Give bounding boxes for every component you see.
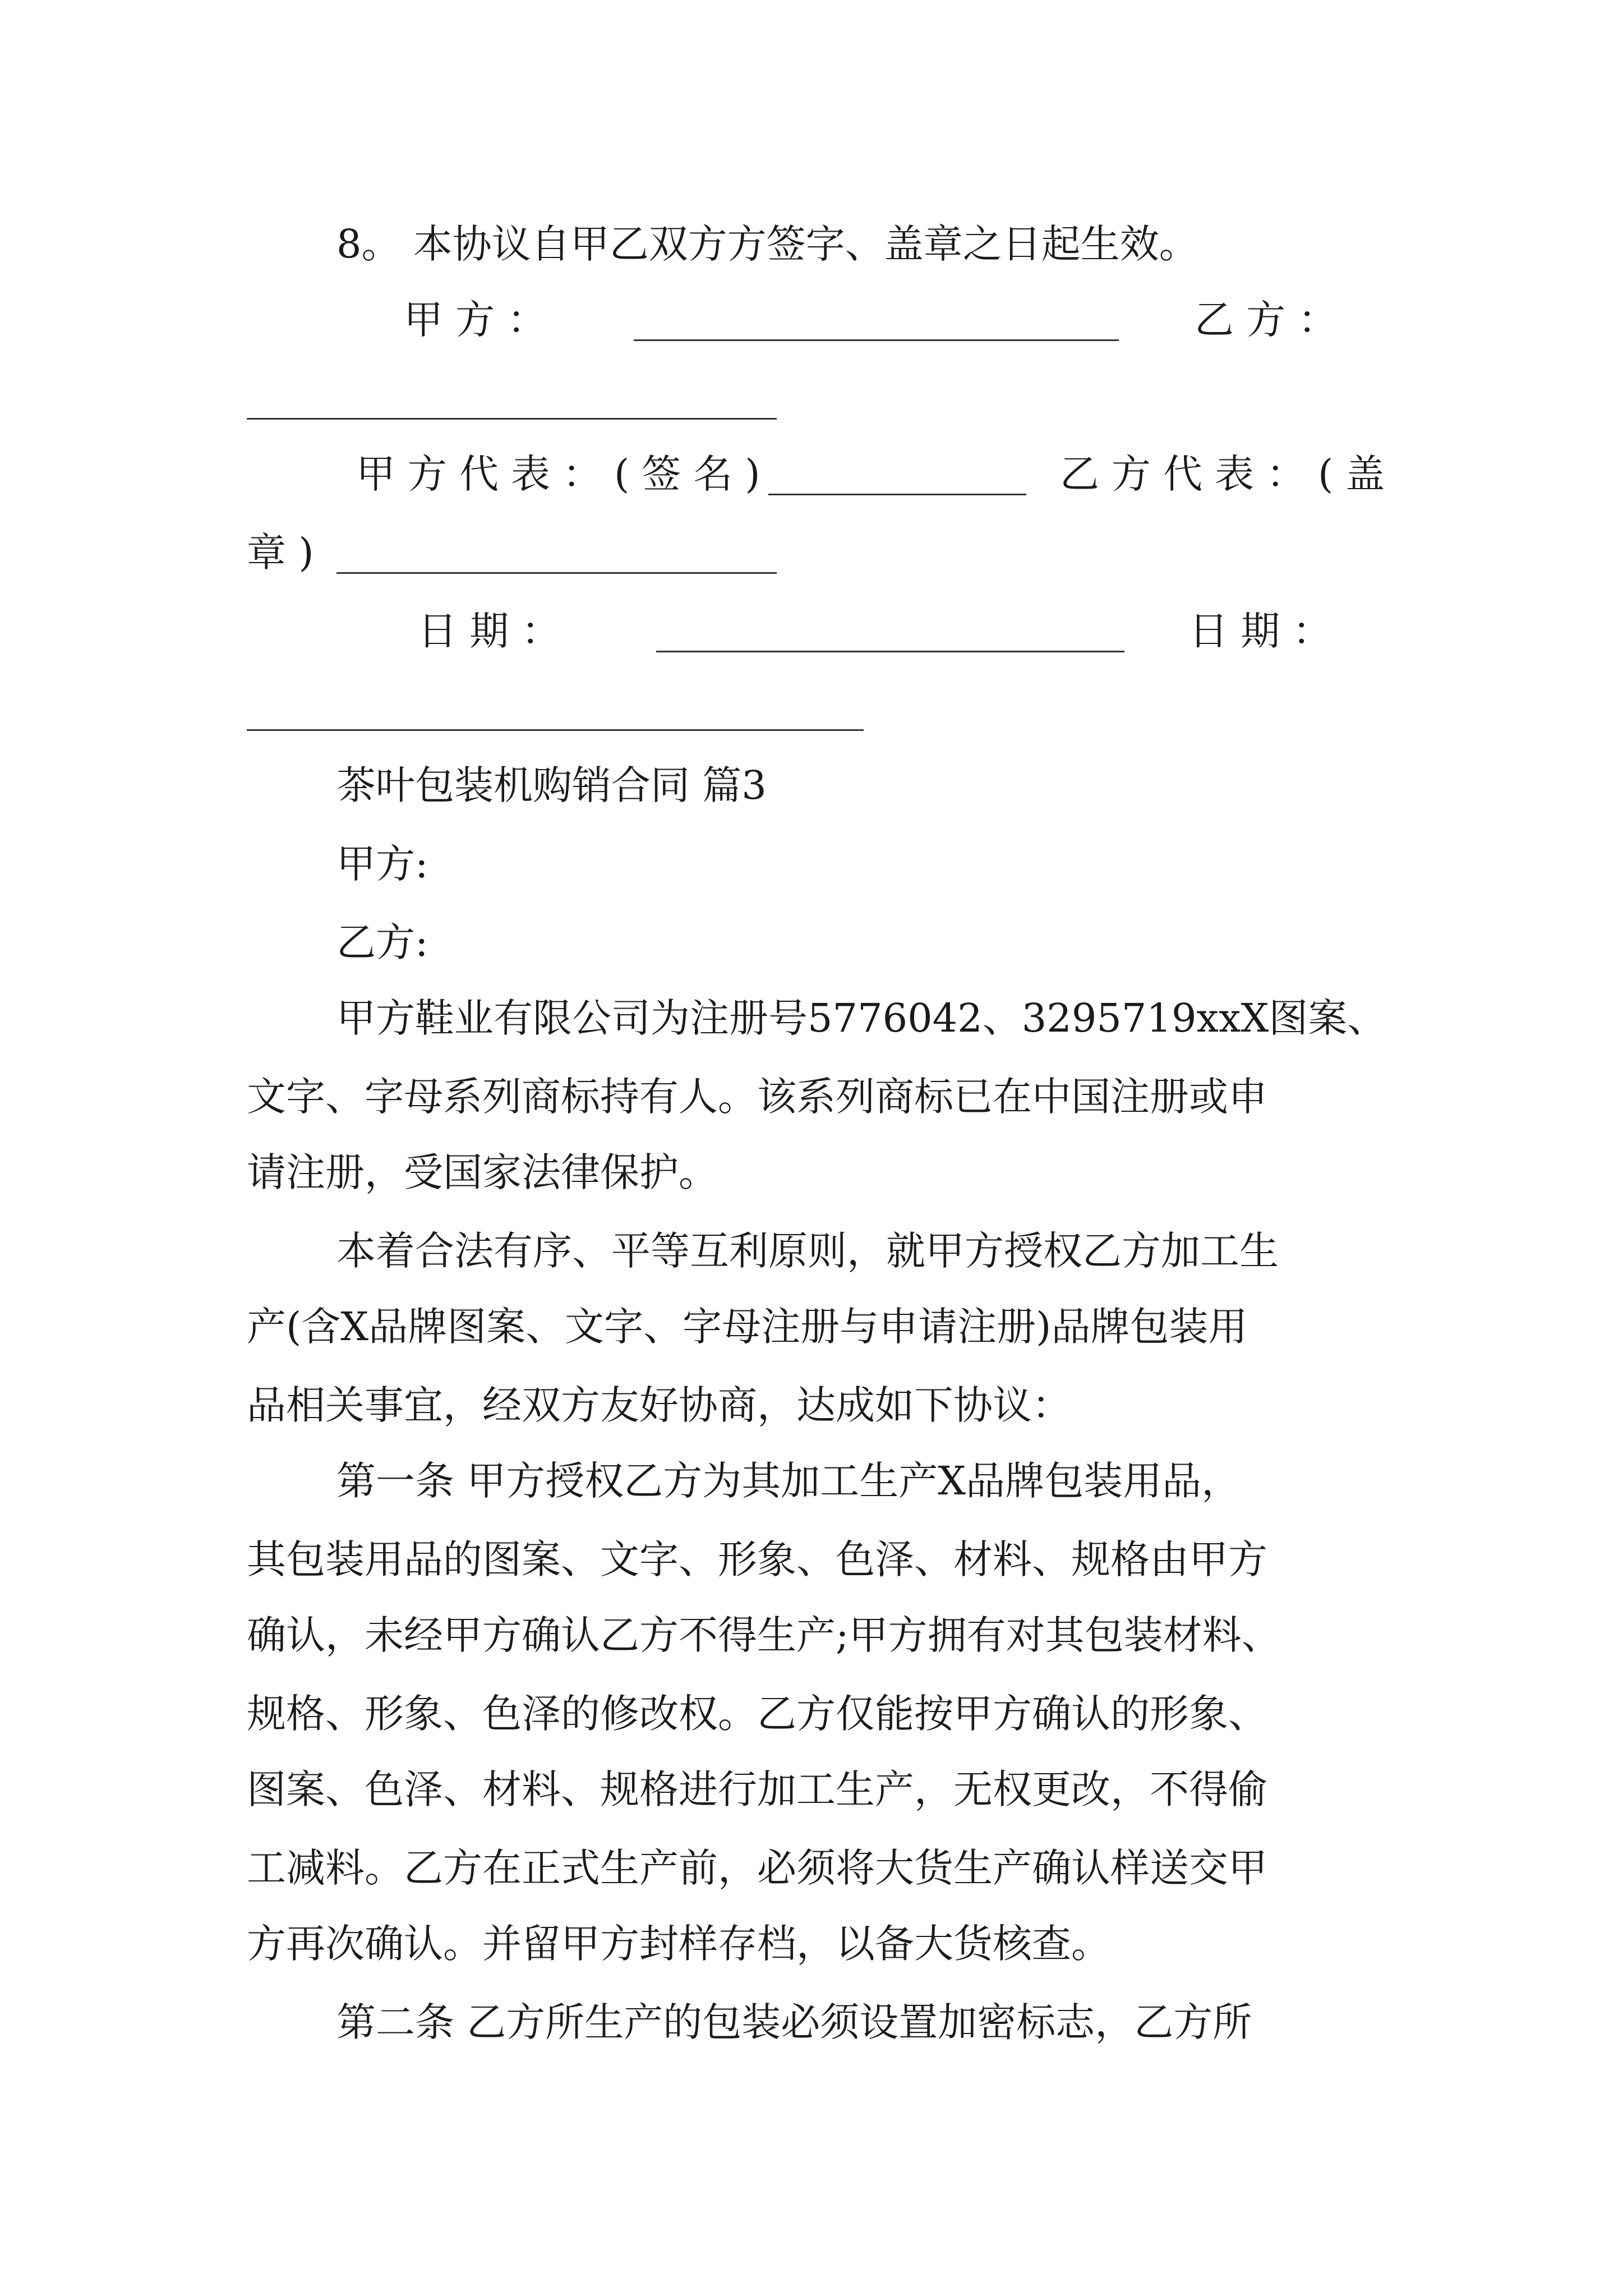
para1-line-2: 文字、字母系列商标持有人。该系列商标已在中国注册或申 bbox=[247, 1074, 1267, 1120]
article1-line-7: 方再次确认。并留甲方封样存档，以备大货核查。 bbox=[247, 1921, 1110, 1967]
party-a-label: 甲方: bbox=[336, 841, 428, 887]
party-a-rep-label: 甲方代表：(签名) bbox=[356, 451, 773, 497]
party-b-rep-label-2: 章 ) bbox=[247, 530, 314, 576]
article1-line-4: 规格、形象、色泽的修改权。乙方仅能按甲方确认的形象、 bbox=[247, 1691, 1267, 1737]
section-title: 茶叶包装机购销合同 篇3 bbox=[336, 762, 767, 808]
party-b-sign-line bbox=[247, 418, 777, 420]
article1-line-5: 图案、色泽、材料、规格进行加工生产，无权更改，不得偷 bbox=[247, 1766, 1267, 1812]
party-a-date-label: 日 期 ： bbox=[418, 608, 561, 654]
party-b-date-line bbox=[247, 729, 864, 731]
party-a-rep-line bbox=[768, 494, 1026, 495]
party-a-date-line bbox=[656, 651, 1124, 652]
article1-line-6: 工减料。乙方在正式生产前，必须将大货生产确认样送交甲 bbox=[247, 1845, 1267, 1891]
article1-line-3: 确认，未经甲方确认乙方不得生产;甲方拥有对其包装材料、 bbox=[247, 1612, 1281, 1658]
para2-line-1: 本着合法有序、平等互利原则，就甲方授权乙方加工生 bbox=[336, 1228, 1279, 1274]
party-a-sign-label: 甲 方 ： bbox=[404, 297, 547, 343]
article2-line-1: 第二条 乙方所生产的包装必须设置加密标志，乙方所 bbox=[336, 1999, 1252, 2045]
party-b-label: 乙方: bbox=[336, 919, 428, 965]
para2-line-2: 产(含X品牌图案、文字、字母注册与申请注册)品牌包装用 bbox=[247, 1304, 1248, 1350]
party-b-sign-label: 乙 方 ： bbox=[1195, 297, 1338, 343]
article1-line-1: 第一条 甲方授权乙方为其加工生产X品牌包装用品， bbox=[336, 1458, 1241, 1504]
article1-line-2: 其包装用品的图案、文字、形象、色泽、材料、规格由甲方 bbox=[247, 1536, 1267, 1582]
para1-line-1: 甲方鞋业有限公司为注册号5776042、3295719xxX图案、 bbox=[336, 995, 1387, 1041]
party-b-rep-line bbox=[336, 572, 777, 574]
party-b-date-label: 日 期 ： bbox=[1189, 608, 1332, 654]
para1-line-3: 请注册，受国家法律保护。 bbox=[247, 1149, 718, 1195]
clause-8: 8。 本协议自甲乙双方方签字、盖章之日起生效。 bbox=[336, 221, 1198, 267]
party-a-sign-line bbox=[634, 339, 1119, 341]
party-b-rep-label-1: 乙方代表：(盖 bbox=[1060, 451, 1398, 497]
para2-line-3: 品相关事宜，经双方友好协商，达成如下协议： bbox=[247, 1382, 1071, 1428]
